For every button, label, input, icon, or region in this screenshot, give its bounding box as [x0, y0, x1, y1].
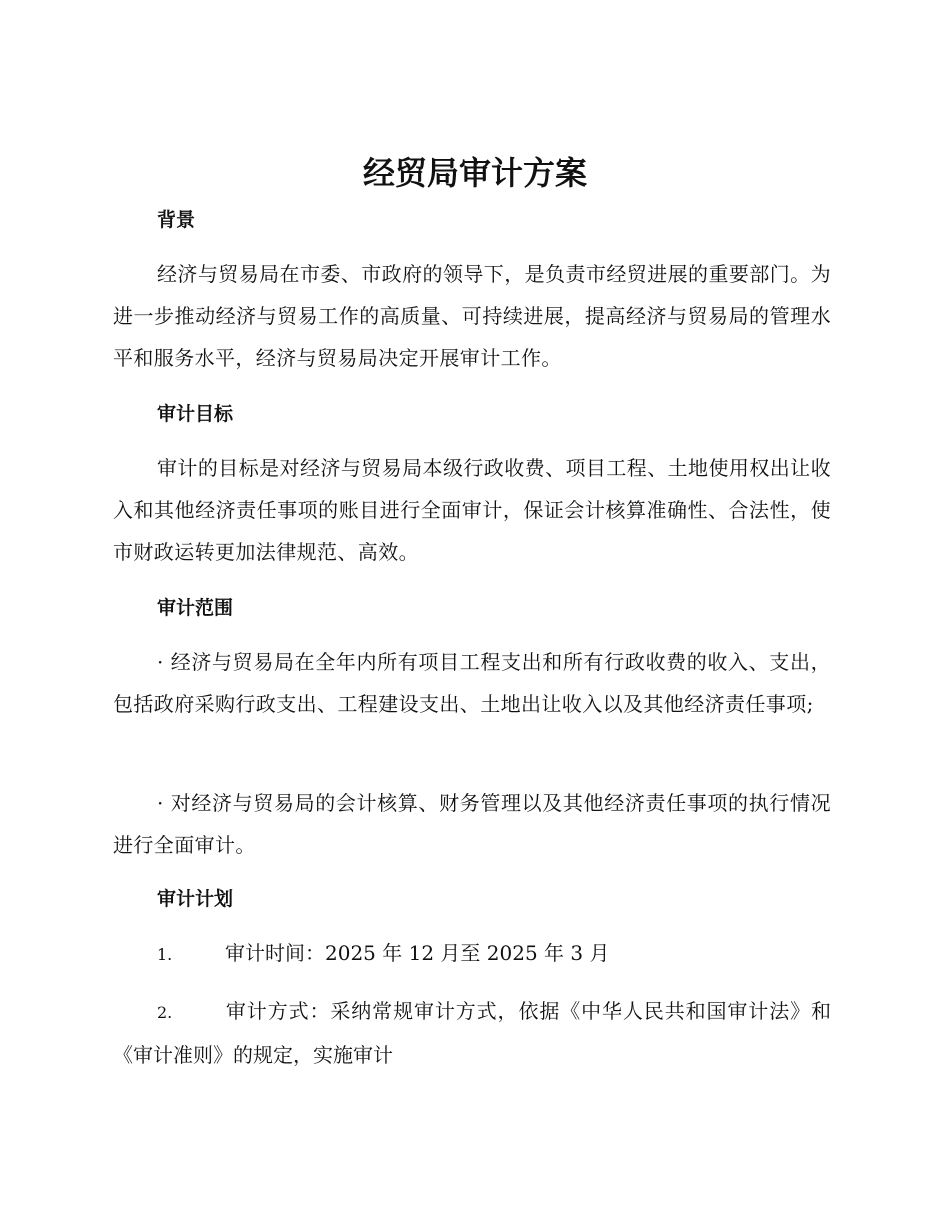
- audit-goal-paragraph: 审计的目标是对经济与贸易局本级行政收费、项目工程、土地使用权出让收入和其他经济责任事项的账目进行全面审计，保证会计核算准确性、合法性，使市财政运转更加法律规范、高效。: [113, 456, 831, 564]
- audit-plan-item-2: [113, 990, 831, 1076]
- list-text: 审计时间：2025 年 12 月至 2025 年 3 月: [225, 941, 610, 965]
- list-number: 2.: [157, 1003, 173, 1022]
- section-heading-audit-goal: 审计目标: [157, 403, 234, 425]
- audit-scope-paragraph-1: · 经济与贸易局在全年内所有项目工程支出和所有行政收费的收入、支出，包括政府采购行政支出、工程建设支出、土地出让收入以及其他经济责任事项;: [113, 650, 831, 716]
- section-heading-audit-scope: 审计范围: [157, 597, 234, 619]
- list-text: 审计方式：采纳常规审计方式，依据《中华人民共和国审计法》和《审计准则》的规定，实施审计: [113, 999, 831, 1067]
- audit-plan-item-1: [113, 932, 831, 976]
- background-paragraph: 经济与贸易局在市委、市政府的领导下，是负责市经贸进展的重要部门。为进一步推动经济与贸易工作的高质量、可持续进展，提高经济与贸易局的管理水平和服务水平，经济与贸易局决定开展审计工作。: [113, 262, 831, 370]
- list-number: 1.: [157, 945, 173, 964]
- audit-scope-paragraph-2: · 对经济与贸易局的会计核算、财务管理以及其他经济责任事项的执行情况进行全面审计。: [113, 791, 831, 857]
- section-heading-audit-plan: 审计计划: [157, 888, 234, 910]
- section-heading-background: 背景: [157, 209, 196, 231]
- document-title: 经贸局审计方案: [362, 154, 587, 192]
